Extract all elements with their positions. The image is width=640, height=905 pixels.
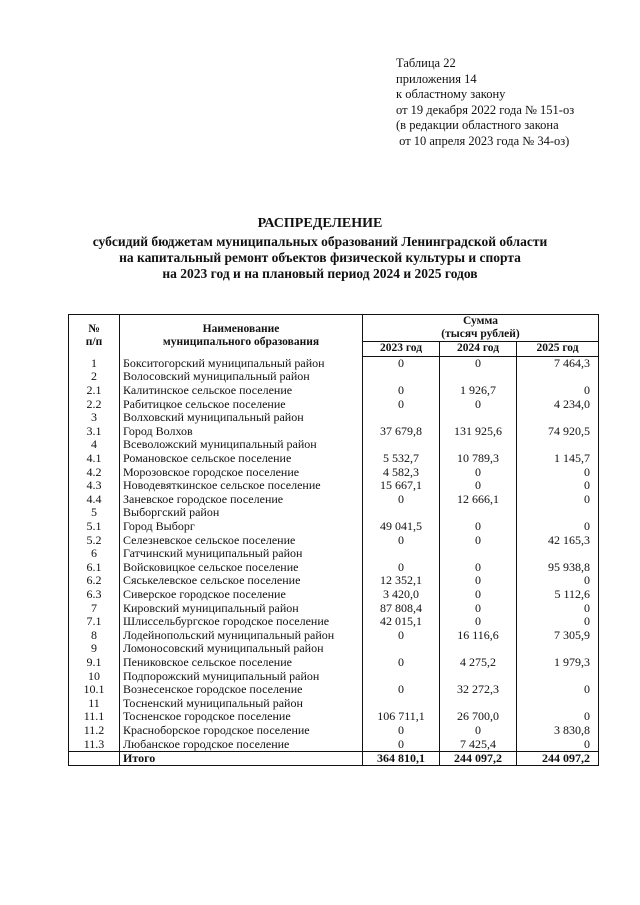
- table-row: [69, 479, 599, 493]
- row-value-2024: 12 666,1: [440, 493, 517, 507]
- row-value-2024: 0: [440, 520, 517, 534]
- page-title: РАСПРЕДЕЛЕНИЕ: [257, 216, 383, 231]
- row-value-2024: [440, 370, 517, 384]
- row-num: 11.1: [69, 710, 120, 724]
- year-header-2023: 2023 год: [363, 342, 440, 357]
- table-row: [69, 601, 599, 615]
- row-value-2025: [517, 642, 599, 656]
- row-name: Селезневское сельское поселение: [120, 533, 363, 547]
- row-value-2023: [363, 547, 440, 561]
- row-name: Подпорожский муниципальный район: [120, 669, 363, 683]
- row-value-2024: [440, 411, 517, 425]
- row-num: 11.2: [69, 724, 120, 738]
- row-num: 4: [69, 438, 120, 452]
- title-line: на 2023 год и на плановый период 2024 и 2025 годов: [162, 266, 478, 281]
- row-value-2024: 0: [440, 724, 517, 738]
- row-value-2023: 106 711,1: [363, 710, 440, 724]
- row-name: Любанское городское поселение: [120, 737, 363, 751]
- row-value-2023: 12 352,1: [363, 574, 440, 588]
- row-name: Волосовский муниципальный район: [120, 370, 363, 384]
- row-num: 4.4: [69, 493, 120, 507]
- row-value-2024: 0: [440, 533, 517, 547]
- row-num: 6.1: [69, 561, 120, 575]
- row-num: 6: [69, 547, 120, 561]
- row-num: 6.3: [69, 588, 120, 602]
- header-line: Таблица 22: [396, 56, 456, 70]
- row-name: Заневское городское поселение: [120, 493, 363, 507]
- table-row: [69, 696, 599, 710]
- row-value-2025: 7 464,3: [517, 356, 599, 370]
- row-value-2023: 0: [363, 737, 440, 751]
- row-value-2023: 0: [363, 683, 440, 697]
- row-value-2025: [517, 411, 599, 425]
- row-value-2023: 0: [363, 384, 440, 398]
- header-line: (в редакции областного закона: [396, 118, 559, 132]
- row-value-2023: [363, 642, 440, 656]
- row-value-2025: [517, 506, 599, 520]
- row-value-2025: 0: [517, 601, 599, 615]
- row-num: 9.1: [69, 656, 120, 670]
- row-value-2023: [363, 411, 440, 425]
- row-value-2024: 32 272,3: [440, 683, 517, 697]
- row-value-2023: 0: [363, 656, 440, 670]
- table-row: [69, 425, 599, 439]
- table-row: [69, 465, 599, 479]
- table-row: [69, 397, 599, 411]
- table-body: [69, 356, 599, 751]
- table-row: [69, 533, 599, 547]
- table-row: [69, 384, 599, 398]
- row-num: 10: [69, 669, 120, 683]
- table-row: [69, 520, 599, 534]
- row-value-2023: 0: [363, 724, 440, 738]
- col-header-name: [120, 315, 363, 357]
- row-value-2025: 0: [517, 479, 599, 493]
- row-value-2025: 1 979,3: [517, 656, 599, 670]
- row-value-2024: 0: [440, 615, 517, 629]
- row-num: 3.1: [69, 425, 120, 439]
- table-row: [69, 615, 599, 629]
- table-row: [69, 710, 599, 724]
- total-label: Итого: [120, 751, 363, 766]
- row-value-2024: 0: [440, 588, 517, 602]
- table-row: [69, 656, 599, 670]
- title-line: субсидий бюджетам муниципальных образований Ленинградской области: [92, 234, 548, 249]
- row-name: Тосненское городское поселение: [120, 710, 363, 724]
- distribution-table: [68, 314, 599, 766]
- row-value-2025: 0: [517, 465, 599, 479]
- table-row: [69, 574, 599, 588]
- row-value-2023: 5 532,7: [363, 452, 440, 466]
- row-num: 4.2: [69, 465, 120, 479]
- row-value-2023: 0: [363, 628, 440, 642]
- row-num: 8: [69, 628, 120, 642]
- row-num: 5.2: [69, 533, 120, 547]
- row-value-2024: 0: [440, 479, 517, 493]
- row-num: 6.2: [69, 574, 120, 588]
- row-value-2024: 0: [440, 356, 517, 370]
- row-value-2023: 15 667,1: [363, 479, 440, 493]
- row-name: Волховский муниципальный район: [120, 411, 363, 425]
- row-num: 7: [69, 601, 120, 615]
- year-header-2025: 2025 год: [517, 342, 599, 357]
- row-name: Кировский муниципальный район: [120, 601, 363, 615]
- col-name-label: Наименование: [202, 322, 280, 335]
- total-2025: 244 097,2: [517, 751, 599, 766]
- row-value-2024: 16 116,6: [440, 628, 517, 642]
- header-line: приложения 14: [396, 71, 477, 86]
- row-num: 9: [69, 642, 120, 656]
- row-value-2025: 0: [517, 683, 599, 697]
- title-line: на капитальный ремонт объектов физической культуры и спорта: [119, 250, 521, 265]
- row-name: Сяськелевское сельское поселение: [120, 574, 363, 588]
- col-header-num: [69, 315, 120, 357]
- row-value-2024: 1 926,7: [440, 384, 517, 398]
- row-value-2023: [363, 696, 440, 710]
- row-value-2023: 3 420,0: [363, 588, 440, 602]
- table-row: [69, 588, 599, 602]
- row-value-2023: 42 015,1: [363, 615, 440, 629]
- row-value-2025: 7 305,9: [517, 628, 599, 642]
- table-row: [69, 669, 599, 683]
- appendix-header: [396, 56, 574, 149]
- row-value-2024: 7 425,4: [440, 737, 517, 751]
- row-num: 5: [69, 506, 120, 520]
- row-num: 11.3: [69, 737, 120, 751]
- row-name: Сиверское городское поселение: [120, 588, 363, 602]
- row-name: Красноборское городское поселение: [120, 724, 363, 738]
- row-value-2024: [440, 642, 517, 656]
- row-value-2025: [517, 438, 599, 452]
- row-value-2024: [440, 696, 517, 710]
- row-value-2023: [363, 438, 440, 452]
- table-row: [69, 683, 599, 697]
- table-row: [69, 411, 599, 425]
- row-value-2025: 5 112,6: [517, 588, 599, 602]
- header-line: от 19 декабря 2022 года № 151-оз: [396, 102, 575, 117]
- row-name: Всеволожский муниципальный район: [120, 438, 363, 452]
- row-value-2025: 0: [517, 615, 599, 629]
- row-value-2023: 87 808,4: [363, 601, 440, 615]
- table-row: [69, 506, 599, 520]
- row-name: Город Выборг: [120, 520, 363, 534]
- row-value-2024: 0: [440, 601, 517, 615]
- row-value-2025: [517, 669, 599, 683]
- row-name: Гатчинский муниципальный район: [120, 547, 363, 561]
- table-row: [69, 642, 599, 656]
- row-num: 2.2: [69, 397, 120, 411]
- row-name: Войсковицкое сельское поселение: [120, 561, 363, 575]
- row-value-2024: [440, 669, 517, 683]
- row-value-2024: [440, 506, 517, 520]
- row-name: Лодейнопольский муниципальный район: [120, 628, 363, 642]
- row-name: Ломоносовский муниципальный район: [120, 642, 363, 656]
- document-title: [0, 216, 640, 282]
- row-name: Тосненский муниципальный район: [120, 696, 363, 710]
- row-value-2025: 95 938,8: [517, 561, 599, 575]
- row-name: Рабитицкое сельское поселение: [120, 397, 363, 411]
- row-value-2024: 4 275,2: [440, 656, 517, 670]
- row-name: Бокситогорский муниципальный район: [120, 356, 363, 370]
- row-value-2024: [440, 438, 517, 452]
- header-line: от 10 апреля 2023 года № 34-оз): [396, 133, 570, 148]
- row-value-2024: 10 789,3: [440, 452, 517, 466]
- row-value-2025: 1 145,7: [517, 452, 599, 466]
- row-value-2025: 0: [517, 737, 599, 751]
- table-row: [69, 628, 599, 642]
- row-value-2023: 37 679,8: [363, 425, 440, 439]
- total-2024: 244 097,2: [440, 751, 517, 766]
- row-value-2024: 0: [440, 561, 517, 575]
- row-value-2025: 0: [517, 574, 599, 588]
- table-row: [69, 356, 599, 370]
- row-value-2025: 0: [517, 493, 599, 507]
- row-value-2023: [363, 370, 440, 384]
- total-num-cell: [69, 751, 120, 766]
- row-value-2025: [517, 370, 599, 384]
- total-2023: 364 810,1: [363, 751, 440, 766]
- row-value-2024: 0: [440, 397, 517, 411]
- table-row: [69, 724, 599, 738]
- row-name: Морозовское городское поселение: [120, 465, 363, 479]
- row-value-2023: 49 041,5: [363, 520, 440, 534]
- row-value-2024: 131 925,6: [440, 425, 517, 439]
- row-value-2023: [363, 506, 440, 520]
- row-num: 2: [69, 370, 120, 384]
- table-row: [69, 737, 599, 751]
- header-line: к областному закону: [396, 87, 506, 101]
- row-num: 7.1: [69, 615, 120, 629]
- sum-label: Сумма: [463, 315, 498, 327]
- row-name: Шлиссельбургское городское поселение: [120, 615, 363, 629]
- row-name: Вознесенское городское поселение: [120, 683, 363, 697]
- row-value-2025: 0: [517, 520, 599, 534]
- row-name: Пениковское сельское поселение: [120, 656, 363, 670]
- col-num-label: №: [88, 322, 100, 335]
- row-value-2025: [517, 696, 599, 710]
- row-value-2023: 0: [363, 356, 440, 370]
- sum-sublabel: (тысяч рублей): [441, 328, 520, 340]
- table-row: [69, 370, 599, 384]
- table-row: [69, 452, 599, 466]
- row-name: Новодевяткинское сельское поселение: [120, 479, 363, 493]
- row-name: Романовское сельское поселение: [120, 452, 363, 466]
- col-header-sum: [363, 315, 599, 342]
- row-value-2024: 26 700,0: [440, 710, 517, 724]
- row-num: 4.3: [69, 479, 120, 493]
- row-value-2025: 3 830,8: [517, 724, 599, 738]
- row-value-2024: 0: [440, 574, 517, 588]
- row-num: 1: [69, 356, 120, 370]
- row-num: 4.1: [69, 452, 120, 466]
- row-value-2025: 0: [517, 710, 599, 724]
- row-value-2024: 0: [440, 465, 517, 479]
- table-row: [69, 438, 599, 452]
- row-value-2025: 74 920,5: [517, 425, 599, 439]
- row-name: Калитинское сельское поселение: [120, 384, 363, 398]
- table-row: [69, 547, 599, 561]
- row-value-2023: 0: [363, 561, 440, 575]
- year-header-2024: 2024 год: [440, 342, 517, 357]
- table-row: [69, 561, 599, 575]
- row-num: 5.1: [69, 520, 120, 534]
- row-name: Город Волхов: [120, 425, 363, 439]
- table-row: [69, 493, 599, 507]
- col-name-sublabel: муниципального образования: [162, 335, 320, 348]
- row-num: 10.1: [69, 683, 120, 697]
- row-value-2025: 0: [517, 384, 599, 398]
- row-num: 3: [69, 411, 120, 425]
- total-row: [69, 751, 599, 766]
- row-value-2025: 4 234,0: [517, 397, 599, 411]
- row-value-2023: [363, 669, 440, 683]
- row-value-2023: 4 582,3: [363, 465, 440, 479]
- row-num: 2.1: [69, 384, 120, 398]
- row-name: Выборгский район: [120, 506, 363, 520]
- row-value-2025: 42 165,3: [517, 533, 599, 547]
- row-value-2025: [517, 547, 599, 561]
- col-num-sublabel: п/п: [85, 335, 103, 348]
- row-value-2023: 0: [363, 493, 440, 507]
- row-value-2024: [440, 547, 517, 561]
- row-value-2023: 0: [363, 397, 440, 411]
- row-num: 11: [69, 696, 120, 710]
- row-value-2023: 0: [363, 533, 440, 547]
